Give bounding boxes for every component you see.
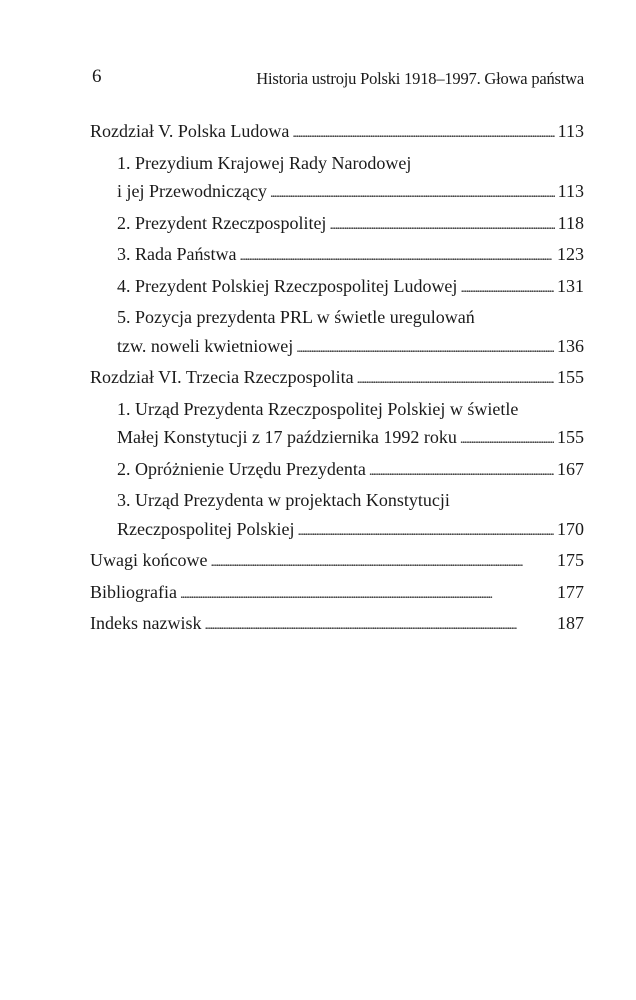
- dot-leader: [296, 332, 554, 364]
- table-of-contents: [90, 117, 584, 641]
- dot-leader: [292, 117, 554, 149]
- dot-leader: [460, 423, 554, 455]
- toc-entry-title: 2. Prezydent Rzeczpospolitej: [117, 212, 327, 233]
- toc-entry-title: 3. Urząd Prezydenta w projektach Konstytucji: [117, 490, 450, 510]
- toc-entry-page: 113: [557, 181, 584, 201]
- toc-item: [90, 395, 584, 455]
- toc-entry-page: 136: [557, 335, 584, 356]
- toc-entry-title: Bibliografia: [90, 581, 177, 602]
- toc-item: [90, 303, 584, 363]
- page-number: 6: [92, 66, 102, 87]
- toc-item: [90, 209, 584, 241]
- toc-entry-title: Indeks nazwisk: [90, 613, 202, 633]
- dot-leader: [357, 363, 554, 395]
- dot-leader: [297, 515, 554, 547]
- toc-entry-title: 4. Prezydent Polskiej Rzeczpospolitej Ludowej: [117, 275, 458, 296]
- toc-item: [90, 455, 584, 487]
- toc-entry-title: 1. Prezydium Krajowej Rady Narodowej: [117, 152, 412, 173]
- toc-entry-title: Rozdział VI. Trzecia Rzeczpospolita: [90, 367, 354, 387]
- toc-entry-page: 155: [557, 427, 584, 447]
- toc-entry-page: 118: [557, 212, 584, 233]
- toc-entry-page: 187: [557, 613, 584, 633]
- toc-entry-title: Rozdział V. Polska Ludowa: [90, 121, 290, 141]
- dot-leader: [270, 177, 555, 209]
- toc-entry-page: 167: [557, 458, 584, 479]
- toc-entry-page: 155: [557, 367, 584, 387]
- toc-entry-title: 1. Urząd Prezydenta Rzeczpospolitej Polskiej w świetle: [117, 398, 519, 419]
- dot-leader: [210, 546, 554, 578]
- toc-entry-title-cont: tzw. noweli kwietniowej: [117, 335, 294, 356]
- dot-leader: [460, 272, 554, 304]
- dot-leader: [369, 455, 554, 487]
- toc-entry-title: Uwagi końcowe: [90, 550, 208, 570]
- toc-closing-entry: [90, 578, 584, 610]
- toc-entry-title: 5. Pozycja prezydenta PRL w świetle uregulowań: [117, 307, 475, 327]
- dot-leader: [180, 578, 554, 610]
- toc-entry-title-cont: Rzeczpospolitej Polskiej: [117, 518, 295, 539]
- toc-entry-page: 131: [557, 275, 584, 296]
- toc-entry-page: 170: [557, 518, 584, 539]
- toc-item: [90, 272, 584, 304]
- toc-chapter-6: [90, 363, 584, 395]
- toc-entry-page: 123: [557, 244, 584, 264]
- toc-entry-page: 113: [557, 121, 584, 141]
- toc-chapter-5: [90, 117, 584, 149]
- dot-leader: [239, 240, 554, 272]
- toc-entry-title: 2. Opróżnienie Urzędu Prezydenta: [117, 458, 366, 479]
- dot-leader: [329, 209, 554, 241]
- running-title: Historia ustroju Polski 1918–1997. Głowa państwa: [256, 69, 584, 88]
- toc-item: [90, 486, 584, 546]
- toc-item: [90, 240, 584, 272]
- toc-closing-entry: [90, 546, 584, 578]
- toc-entry-page: 177: [557, 581, 584, 602]
- toc-entry-title: 3. Rada Państwa: [117, 244, 237, 264]
- dot-leader: [204, 609, 554, 641]
- toc-entry-page: 175: [557, 550, 584, 570]
- toc-entry-title-cont: i jej Przewodniczący: [117, 181, 267, 201]
- toc-closing-entry: [90, 609, 584, 641]
- toc-entry-title-cont: Małej Konstytucji z 17 października 1992 roku: [117, 427, 457, 447]
- toc-item: [90, 149, 584, 209]
